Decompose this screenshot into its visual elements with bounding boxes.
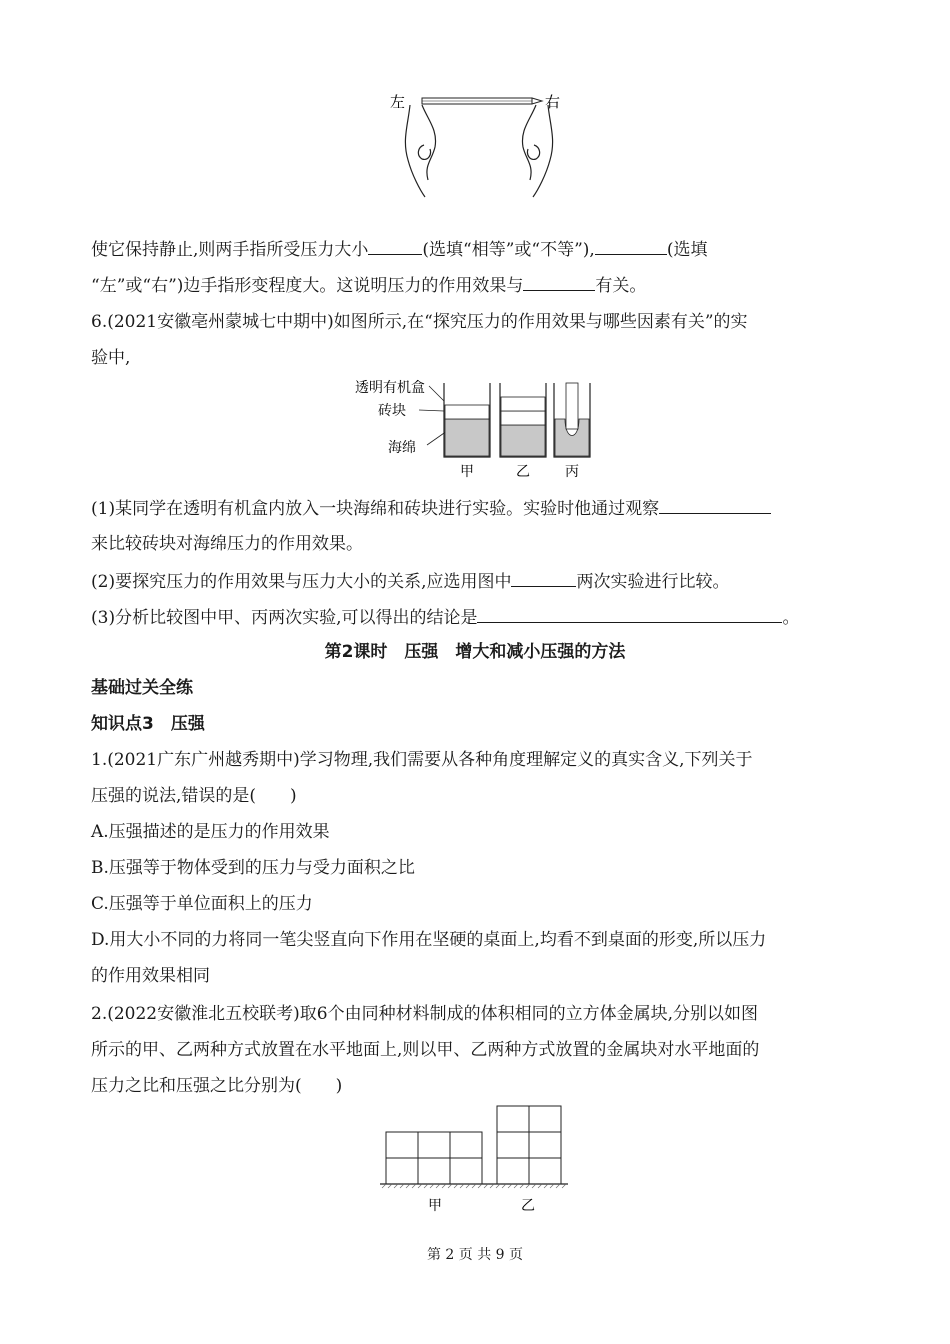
arrangement-jia	[386, 1132, 482, 1184]
q5-text: (选填	[666, 240, 708, 260]
q5-text: (选填“相等”或“不等”),	[422, 240, 595, 260]
answer-blank[interactable]	[659, 495, 771, 514]
label-brick: 砖块	[378, 403, 406, 419]
q2-stem-line-3: 压力之比和压强之比分别为( )	[91, 1076, 343, 1096]
q6-stem-line-2: 验中,	[91, 348, 131, 368]
q1-option-c[interactable]: C.压强等于单位面积上的压力	[91, 894, 313, 914]
q2-stem-line-1: 2.(2022安徽淮北五校联考)取6个由同种材料制成的体积相同的立方体金属块,分别以如图	[91, 1004, 758, 1024]
q5-text: 使它保持静止,则两手指所受压力大小	[91, 240, 369, 260]
arrangement-yi	[497, 1106, 561, 1184]
hands-pencil-figure	[380, 85, 580, 200]
subsection-title: 基础过关全练	[91, 678, 193, 698]
q6-sub2	[91, 568, 866, 594]
q6-sub3	[91, 604, 866, 630]
q1-stem-line-1: 1.(2021广东广州越秀期中)学习物理,我们需要从各种角度理解定义的真实含义,下列关于	[91, 750, 753, 770]
sponge-experiment-figure	[352, 375, 592, 483]
q6-text: (2)要探究压力的作用效果与压力大小的关系,应选用图中	[91, 572, 512, 592]
q1-option-b[interactable]: B.压强等于物体受到的压力与受力面积之比	[91, 858, 415, 878]
answer-blank[interactable]	[595, 236, 667, 255]
q5-line-2	[91, 272, 866, 298]
label-sponge: 海绵	[388, 440, 416, 456]
q6-text: (1)某同学在透明有机盒内放入一块海绵和砖块进行实验。实验时他通过观察	[91, 499, 660, 519]
q6-text: 两次实验进行比较。	[576, 572, 730, 592]
answer-blank[interactable]	[477, 604, 782, 623]
q1-option-d[interactable]: D.用大小不同的力将同一笔尖竖直向下作用在坚硬的桌面上,均看不到桌面的形变,所以压力	[91, 930, 767, 950]
q5-text: “左”或“右”)边手指形变程度大。这说明压力的作用效果与	[91, 276, 524, 296]
q6-text: (3)分析比较图中甲、丙两次实验,可以得出的结论是	[91, 608, 478, 628]
q2-stem-line-2: 所示的甲、乙两种方式放置在水平地面上,则以甲、乙两种方式放置的金属块对水平地面的	[91, 1040, 760, 1060]
label-jia: 甲	[460, 464, 474, 480]
knowledge-point-title: 知识点3 压强	[91, 714, 205, 734]
answer-blank[interactable]	[523, 272, 595, 291]
left-label: 左	[390, 93, 406, 111]
label-jia: 甲	[428, 1198, 442, 1214]
label-yi: 乙	[516, 464, 530, 480]
q5-text: 有关。	[595, 276, 647, 296]
q1-option-a[interactable]: A.压强描述的是压力的作用效果	[91, 822, 330, 842]
label-yi: 乙	[521, 1198, 535, 1214]
page-footer: 第 2 页 共 9 页	[426, 1247, 524, 1263]
right-label: 右	[545, 93, 561, 111]
label-bing: 丙	[565, 464, 579, 480]
answer-blank[interactable]	[511, 568, 576, 587]
q6-text: 。	[782, 608, 800, 628]
answer-blank[interactable]	[368, 236, 422, 255]
q1-stem-line-2: 压强的说法,错误的是( )	[91, 786, 297, 806]
section-title: 第2课时 压强 增大和减小压强的方法	[324, 642, 626, 662]
q1-option-d-cont: 的作用效果相同	[91, 966, 210, 986]
q6-sub1-line-2: 来比较砖块对海绵压力的作用效果。	[91, 534, 363, 554]
metal-blocks-figure	[378, 1102, 578, 1217]
q5-line-1	[91, 236, 866, 262]
q6-stem-line-1: 6.(2021安徽亳州蒙城七中期中)如图所示,在“探究压力的作用效果与哪些因素有关”的实	[91, 312, 748, 332]
q6-sub1-line-1	[91, 495, 866, 521]
label-box: 透明有机盒	[355, 380, 425, 396]
